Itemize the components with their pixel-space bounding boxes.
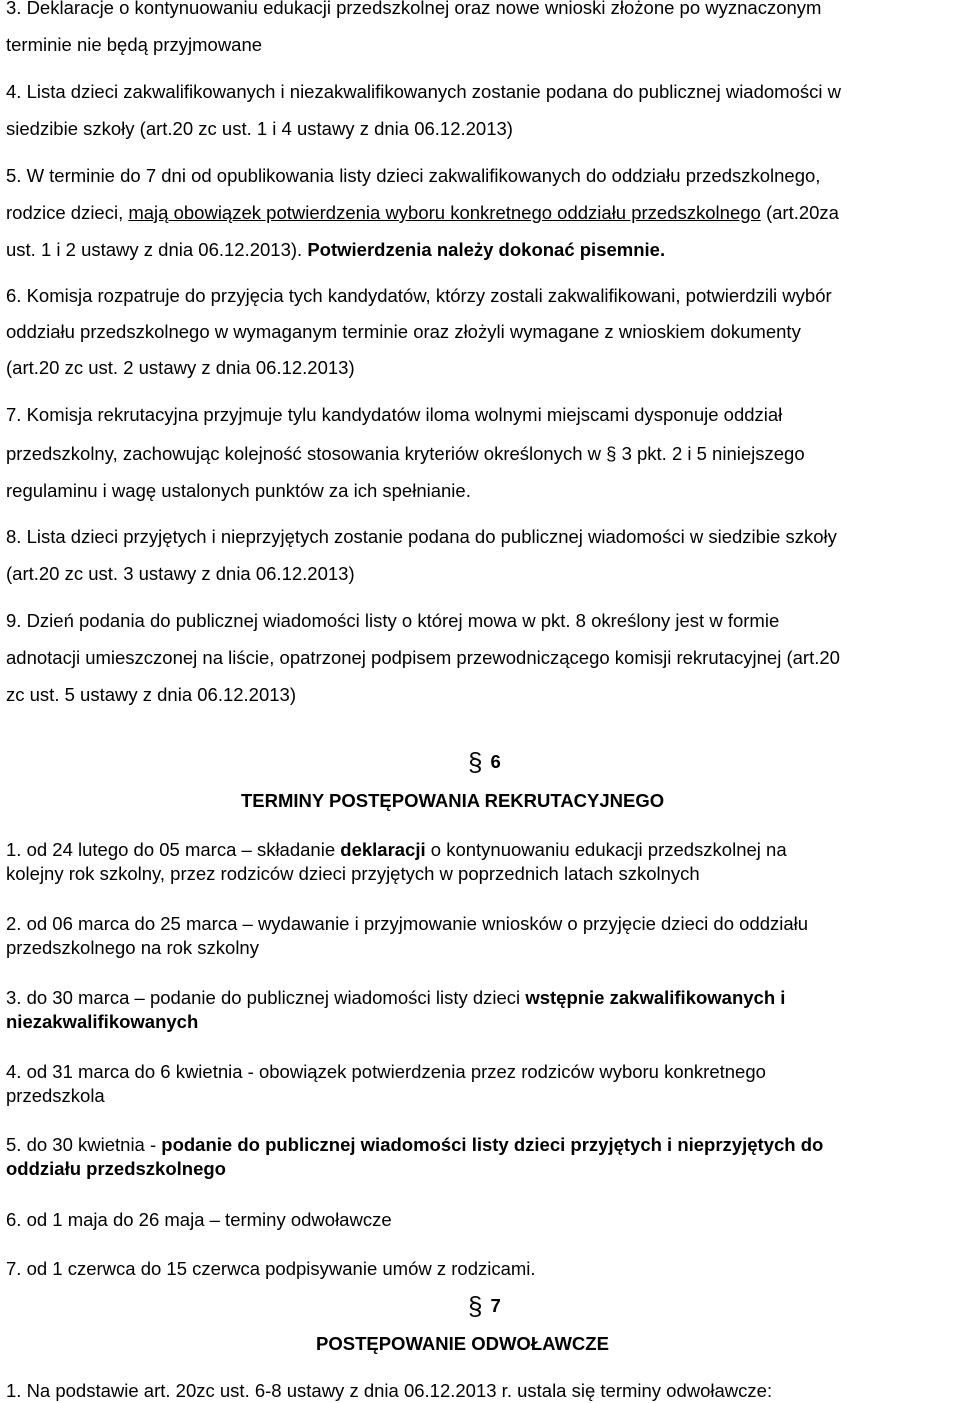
paragraph-4-line-1: 4. Lista dzieci zakwalifikowanych i niezakwalifikowanych zostanie podana do publicznej wiadomości w xyxy=(6,81,841,102)
paragraph-8-line-1: 8. Lista dzieci przyjętych i nieprzyjętych zostanie podana do publicznej wiadomości w siedzibie szkoły xyxy=(6,526,837,547)
paragraph-6-line-2: oddziału przedszkolnego w wymaganym terminie oraz złożyli wymagane z wnioskiem dokumenty xyxy=(6,321,801,342)
paragraph-6-line-1: 6. Komisja rozpatruje do przyjęcia tych kandydatów, którzy zostali zakwalifikowani, potwierdzili wybór xyxy=(6,285,832,306)
section-7-title: POSTĘPOWANIE ODWOŁAWCZE xyxy=(316,1333,609,1354)
term-5-text: 5. do 30 kwietnia - xyxy=(6,1134,162,1155)
paragraph-3-line-1: 3. Deklaracje o kontynuowaniu edukacji przedszkolnej oraz nowe wnioski złożone po wyznaczonym xyxy=(6,0,822,18)
section-sign-icon: § xyxy=(468,1291,483,1321)
paragraph-7-line-1: 7. Komisja rekrutacyjna przyjmuje tylu kandydatów iloma wolnymi miejscami dysponuje oddział xyxy=(6,404,783,425)
section-6-title: TERMINY POSTĘPOWANIA REKRUTACYJNEGO xyxy=(241,790,665,811)
section-sign-icon: § xyxy=(468,747,483,777)
paragraph-7-line-2: przedszkolny, zachowując kolejność stosowania kryteriów określonych w § 3 pkt. 2 i 5 niniejszego xyxy=(6,443,805,464)
paragraph-5-text-end: (art.20za xyxy=(760,202,839,223)
term-5-bold: podanie do publicznej wiadomości listy dzieci przyjętych i nieprzyjętych do xyxy=(161,1134,824,1155)
paragraph-9-line-2: adnotacji umieszczonej na liście, opatrzonej podpisem przewodniczącego komisji rekrutacyjnej (art.20 xyxy=(6,647,840,668)
paragraph-5-underlined: mają obowiązek potwierdzenia wyboru konkretnego oddziału przedszkolnego xyxy=(128,202,761,223)
paragraph-5-line-1: 5. W terminie do 7 dni od opublikowania listy dzieci zakwalifikowanych do oddziału przedszkolnego, xyxy=(6,165,821,186)
paragraph-4-line-2: siedzibie szkoły (art.20 zc ust. 1 i 4 ustawy z dnia 06.12.2013) xyxy=(6,118,513,139)
section-6-heading xyxy=(468,747,501,777)
term-1-text: 1. od 24 lutego do 05 marca – składanie xyxy=(6,839,341,860)
appeal-1-line-1: 1. Na podstawie art. 20zc ust. 6-8 ustawy z dnia 06.12.2013 r. ustala się terminy odwoławcze: xyxy=(6,1380,773,1401)
paragraph-5-text: rodzice dzieci, xyxy=(6,202,129,223)
term-4-line-1: 4. od 31 marca do 6 kwietnia - obowiązek potwierdzenia przez rodziców wyboru konkretnego xyxy=(6,1061,766,1082)
term-3-line-2: niezakwalifikowanych xyxy=(6,1011,199,1032)
term-1-bold: deklaracji xyxy=(340,839,426,860)
term-3-text: 3. do 30 marca – podanie do publicznej wiadomości listy dzieci xyxy=(6,987,526,1008)
term-1-line-1 xyxy=(6,839,787,861)
paragraph-7-line-3: regulaminu i wagę ustalonych punktów za ich spełnianie. xyxy=(6,480,471,501)
term-2-line-1: 2. od 06 marca do 25 marca – wydawanie i przyjmowanie wniosków o przyjęcie dzieci do oddziału xyxy=(6,913,809,934)
term-1-text-end: o kontynuowaniu edukacji przedszkolnej na xyxy=(425,839,787,860)
paragraph-5-line-2 xyxy=(6,202,839,224)
term-2-line-2: przedszkolnego na rok szkolny xyxy=(6,937,259,958)
section-7-heading xyxy=(468,1291,501,1321)
paragraph-9-line-3: zc ust. 5 ustawy z dnia 06.12.2013) xyxy=(6,684,297,705)
term-6-line-1: 6. od 1 maja do 26 maja – terminy odwoławcze xyxy=(6,1209,392,1230)
term-3-bold: wstępnie zakwalifikowanych i xyxy=(525,987,786,1008)
paragraph-8-line-2: (art.20 zc ust. 3 ustawy z dnia 06.12.2013) xyxy=(6,563,355,584)
term-3-line-1 xyxy=(6,987,785,1009)
section-6-number: 6 xyxy=(490,751,501,772)
term-5-line-2: oddziału przedszkolnego xyxy=(6,1158,226,1179)
paragraph-5-citation: ust. 1 i 2 ustawy z dnia 06.12.2013). xyxy=(6,239,308,260)
paragraph-6-line-3: (art.20 zc ust. 2 ustawy z dnia 06.12.2013) xyxy=(6,357,355,378)
section-7-number: 7 xyxy=(490,1295,501,1316)
paragraph-5-bold: Potwierdzenia należy dokonać pisemnie. xyxy=(307,239,666,260)
paragraph-3-line-2: terminie nie będą przyjmowane xyxy=(6,34,263,55)
term-7-line-1: 7. od 1 czerwca do 15 czerwca podpisywanie umów z rodzicami. xyxy=(6,1258,536,1279)
term-4-line-2: przedszkola xyxy=(6,1085,105,1106)
paragraph-5-line-3 xyxy=(6,239,665,261)
term-1-line-2: kolejny rok szkolny, przez rodziców dzieci przyjętych w poprzednich latach szkolnych xyxy=(6,863,700,884)
paragraph-9-line-1: 9. Dzień podania do publicznej wiadomości listy o której mowa w pkt. 8 określony jest w formie xyxy=(6,610,780,631)
term-5-line-1 xyxy=(6,1134,823,1156)
